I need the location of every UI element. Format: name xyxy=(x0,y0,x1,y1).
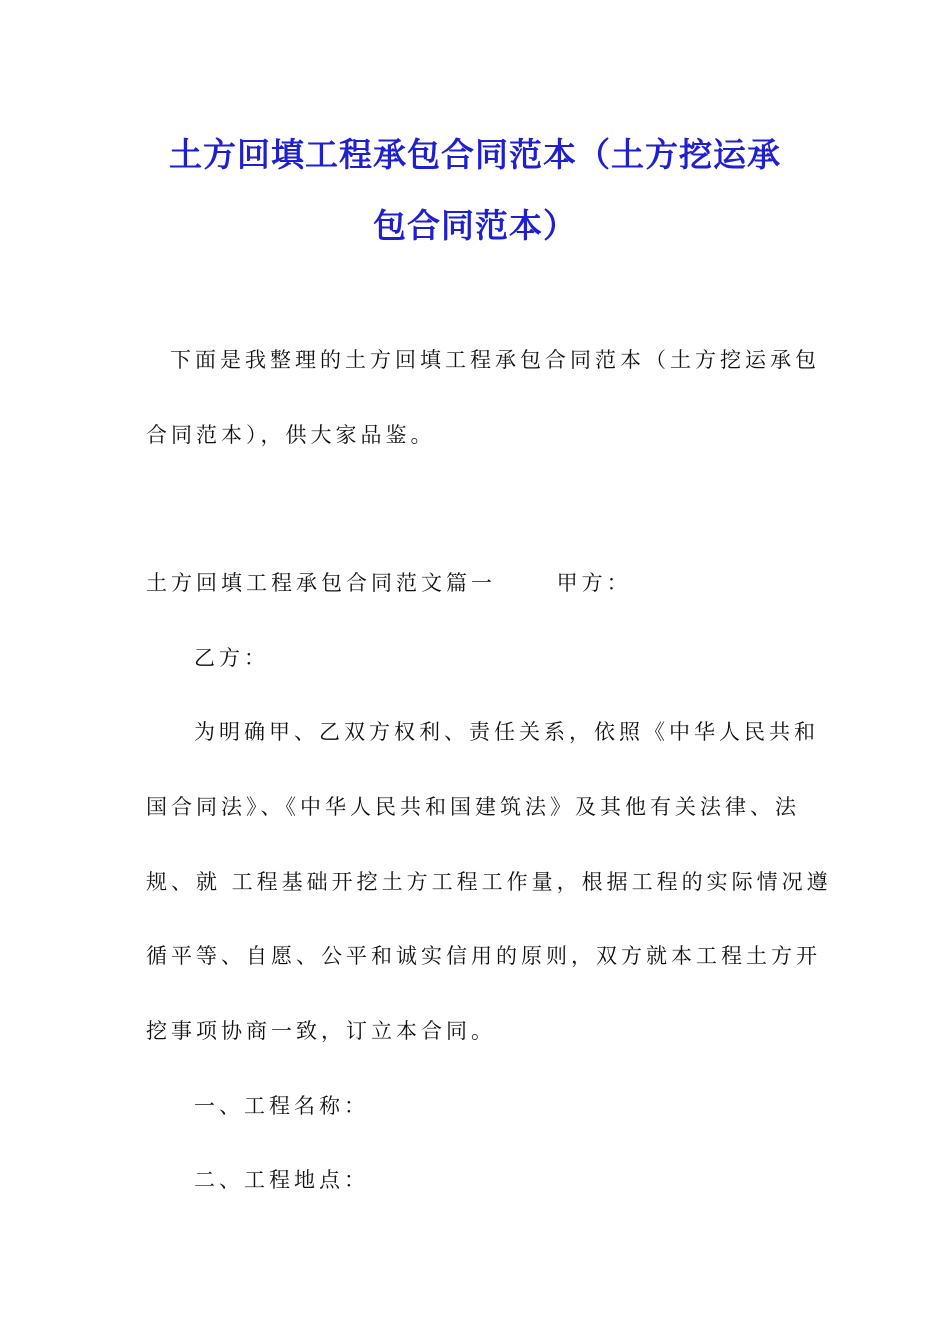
clause-project-location: 二、工程地点： xyxy=(194,1168,369,1192)
body-paragraph-line-1: 为明确甲、乙双方权利、责任关系，依照《中华人民共和 xyxy=(194,720,819,744)
clause-project-name: 一、工程名称： xyxy=(194,1094,369,1118)
intro-line-1: 下面是我整理的土方回填工程承包合同范本（土方挖运承包 xyxy=(170,348,820,372)
intro-line-2: 合同范本），供大家品鉴。 xyxy=(146,423,436,447)
body-paragraph-line-4: 循平等、自愿、公平和诚实信用的原则，双方就本工程土方开 xyxy=(146,944,821,968)
body-paragraph-line-3: 规、就 工程基础开挖土方工程工作量，根据工程的实际情况遵 xyxy=(146,870,832,894)
document-title-line-2: 包合同范本） xyxy=(373,206,577,245)
section-heading-party-a: 土方回填工程承包合同范文篇一 甲方： xyxy=(146,571,632,595)
body-paragraph-line-5: 挖事项协商一致，订立本合同。 xyxy=(146,1019,496,1043)
party-b-line: 乙方： xyxy=(194,646,269,670)
document-title-line-1: 土方回填工程承包合同范本（土方挖运承 xyxy=(169,135,781,174)
body-paragraph-line-2: 国合同法》、《中华人民共和国建筑法》及其他有关法律、法 xyxy=(146,795,800,819)
